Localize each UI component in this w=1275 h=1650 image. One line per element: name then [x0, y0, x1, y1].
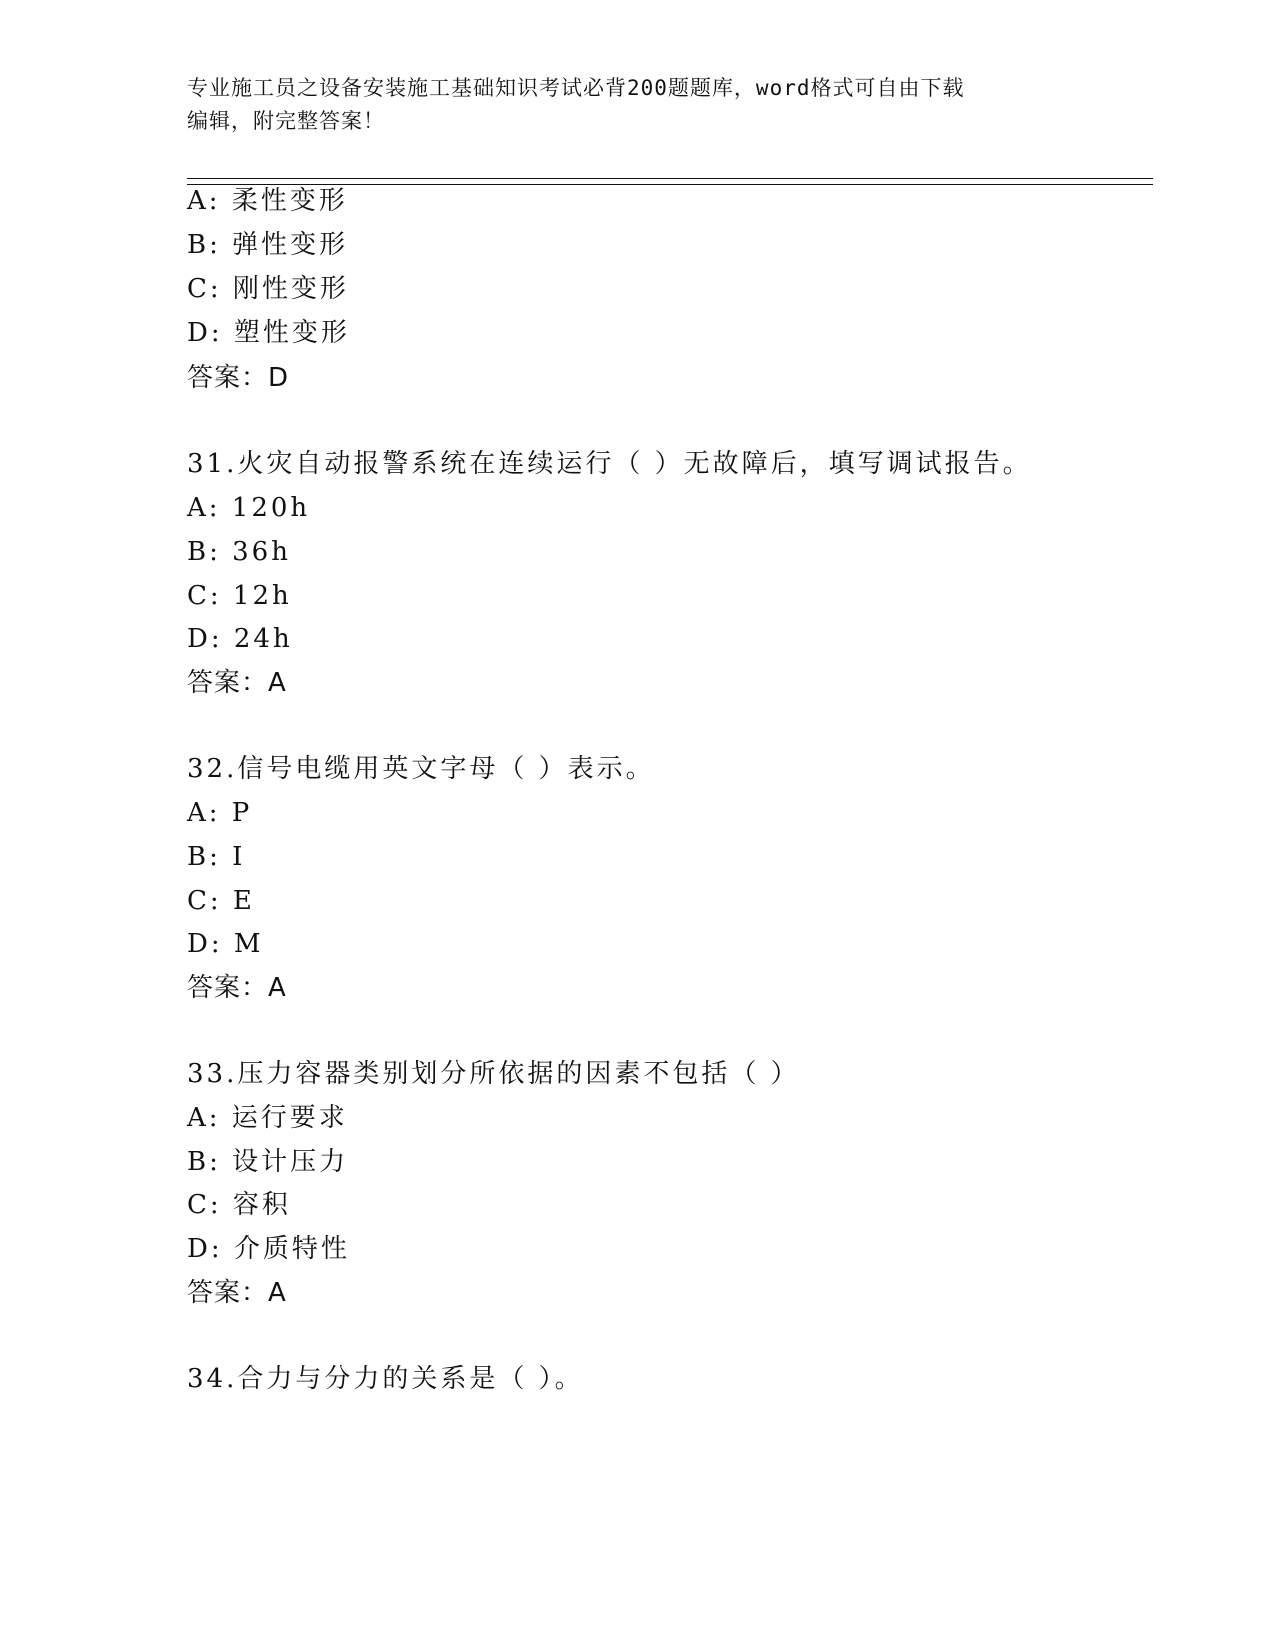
q31-option-d: D: 24h [187, 624, 293, 654]
prev-option-d: D: 塑性变形 [187, 318, 350, 348]
q31-option-a: A: 120h [187, 493, 311, 523]
header-divider-top [187, 178, 1153, 179]
q33-option-d: D: 介质特性 [187, 1234, 350, 1264]
prev-option-b: B: 弹性变形 [187, 230, 349, 260]
q32-stem: 32.信号电缆用英文字母（ ）表示。 [187, 754, 655, 784]
prev-answer: 答案：D [187, 363, 290, 393]
header-title-line-2: 编辑，附完整答案！ [187, 109, 385, 133]
q32-option-c: C: E [187, 886, 255, 916]
q31-stem: 31.火灾自动报警系统在连续运行（ ）无故障后，填写调试报告。 [187, 449, 1032, 479]
document-header [187, 72, 1067, 138]
q32-option-d: D: M [187, 929, 264, 959]
header-title-line-1: 专业施工员之设备安装施工基础知识考试必背200题题库，word格式可自由下载 [187, 76, 965, 100]
q32-answer: 答案：A [187, 973, 287, 1003]
q31-answer: 答案：A [187, 668, 287, 698]
q33-option-a: A: 运行要求 [187, 1103, 348, 1133]
q32-option-b: B: I [187, 842, 246, 872]
q32-option-a: A: P [187, 798, 253, 828]
q33-option-c: C: 容积 [187, 1190, 291, 1220]
q33-option-b: B: 设计压力 [187, 1147, 349, 1177]
q31-option-c: C: 12h [187, 581, 292, 611]
q31-option-b: B: 36h [187, 537, 291, 567]
q33-stem: 33.压力容器类别划分所依据的因素不包括（ ） [187, 1059, 800, 1089]
prev-option-a: A: 柔性变形 [187, 186, 348, 216]
q34-stem: 34.合力与分力的关系是（ ）。 [187, 1364, 584, 1394]
q33-answer: 答案：A [187, 1278, 287, 1308]
prev-option-c: C: 刚性变形 [187, 274, 349, 304]
